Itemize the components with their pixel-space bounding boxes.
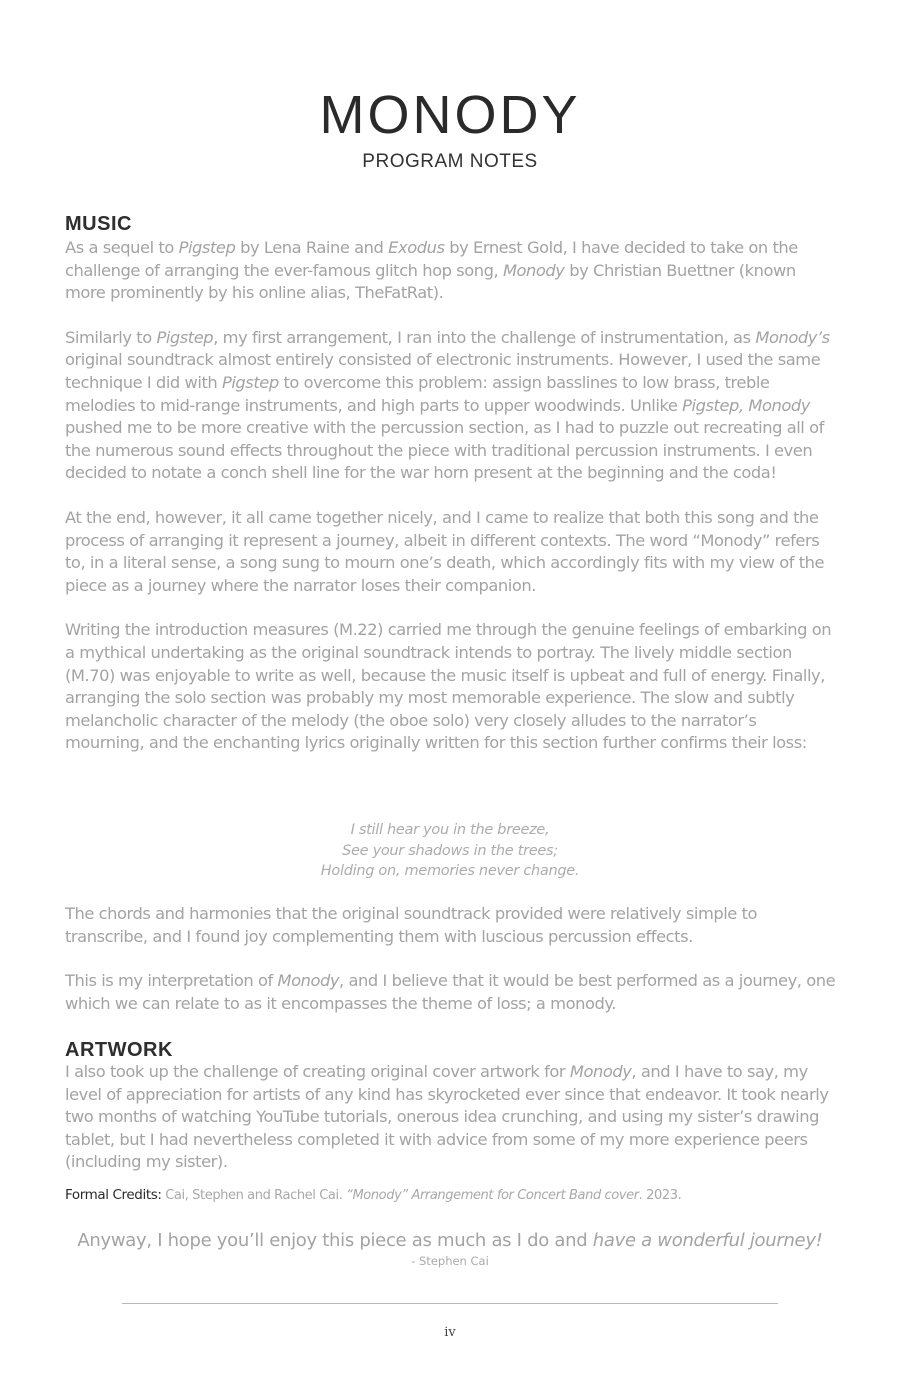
document-title: MONODY bbox=[319, 85, 581, 145]
music-heading: MUSIC bbox=[65, 213, 132, 235]
music-paragraph-6: This is my interpretation of Monody, and I believe that it would be best performed as a journey, one which we can relate to as it encompasses the theme of loss; a monody. bbox=[65, 971, 836, 1013]
artwork-paragraph: I also took up the challenge of creating original cover artwork for Monody, and I have to say, my level of appreciation for artists of any kind has skyrocketed ever since that endeavor. It took nearly two months of watching YouTube tutorials, onerous idea crunching, and using my sister’s drawing tablet, but I had nevertheless completed it with advice from some of my more experience peers (including my sister). bbox=[65, 1062, 829, 1172]
page-number: iv bbox=[444, 1325, 456, 1340]
music-section bbox=[65, 237, 840, 755]
lyric-line: Holding on, memories never change. bbox=[320, 863, 580, 879]
music-paragraph-3: At the end, however, it all came together nicely, and I came to realize that both this song and the process of arranging it represent a journey, albeit in different contexts. The word “Monody” refers to, in a literal sense, a song sung to mourn one’s death, which accordingly fits with my view of the piece as a journey where the narrator loses their companion. bbox=[65, 507, 825, 595]
credits-authors: Cai, Stephen and Rachel Cai. bbox=[161, 1188, 347, 1203]
document-subtitle: PROGRAM NOTES bbox=[362, 151, 538, 172]
credits-label: Formal Credits: bbox=[65, 1187, 162, 1203]
closing-line: Anyway, I hope you’ll enjoy this piece as much as I do and have a wonderful journey! bbox=[77, 1230, 823, 1251]
artwork-heading: ARTWORK bbox=[65, 1039, 173, 1061]
credits-work: “Monody” Arrangement for Concert Band cover bbox=[346, 1188, 639, 1203]
signature: - Stephen Cai bbox=[411, 1254, 489, 1268]
lyric-line: See your shadows in the trees; bbox=[342, 842, 558, 859]
lyrics-block bbox=[0, 820, 900, 882]
music-paragraph-1: As a sequel to Pigstep by Lena Raine and Exodus by Ernest Gold, I have decided to take on the challenge of arranging the ever-famous glitch hop song, Monody by Christian Buettner (known more prominently by his online alias, TheFatRat). bbox=[65, 238, 798, 303]
music-paragraph-5: The chords and harmonies that the original soundtrack provided were relatively simple to transcribe, and I found joy complementing them with luscious percussion effects. bbox=[65, 904, 758, 946]
music-section-continued bbox=[65, 903, 840, 1015]
footer-divider bbox=[122, 1303, 778, 1304]
music-paragraph-2: Similarly to Pigstep, my first arrangement, I ran into the challenge of instrumentation, as Monody’s original soundtrack almost entirely consisted of electronic instruments. However, I used the same technique I did with Pigstep to overcome this problem: assign basslines to low brass, treble melodies to mid-range instruments, and high parts to upper woodwinds. Unlike Pigstep, Monody pushed me to be more creative with the percussion section, as I had to puzzle out recreating all of the numerous sound effects throughout the piece with traditional percussion instruments. I even decided to notate a conch shell line for the war horn present at the beginning and the coda! bbox=[65, 327, 830, 483]
music-paragraph-4: Writing the introduction measures (M.22) carried me through the genuine feelings of embarking on a mythical undertaking as the original soundtrack intends to portray. The lively middle section (M.70) was enjoyable to write as well, because the music itself is upbeat and full of energy. Finally, arranging the solo section was probably my most memorable experience. The slow and subtly melancholic character of the melody (the oboe solo) very closely alludes to the narrator’s mourning, and the enchanting lyrics originally written for this section further confirms their loss: bbox=[65, 620, 832, 753]
formal-credits bbox=[65, 1187, 681, 1203]
lyric-line: I still hear you in the breeze, bbox=[350, 822, 550, 838]
artwork-section bbox=[65, 1061, 840, 1174]
credits-year: . 2023. bbox=[638, 1188, 682, 1203]
